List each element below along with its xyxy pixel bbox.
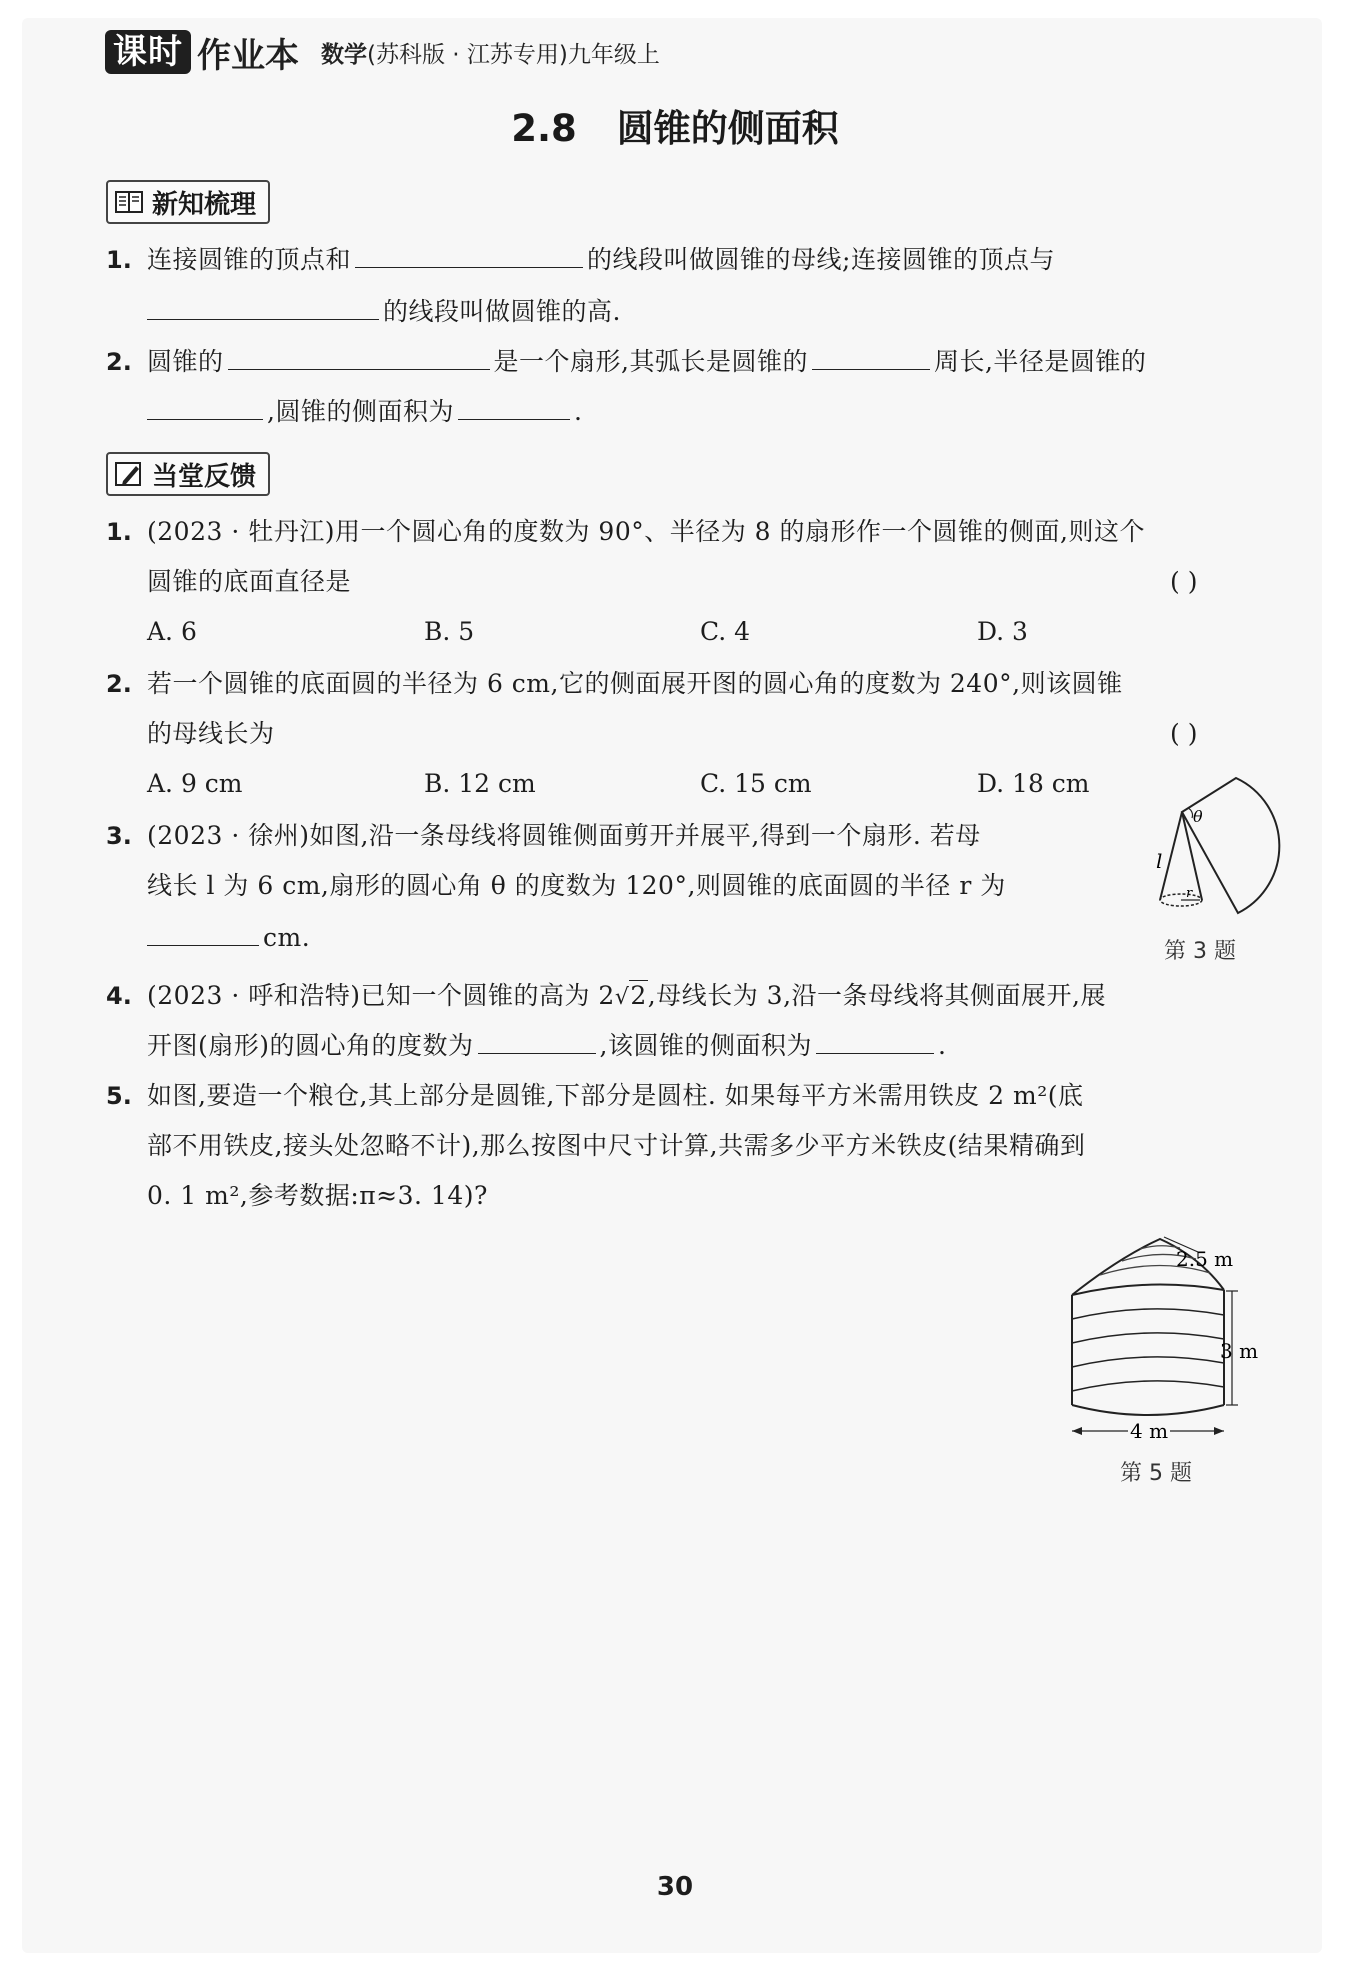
fb-q5-line2: 部不用铁皮,接头处忽略不计),那么按图中尺寸计算,共需多少平方米铁皮(结果精确到 <box>147 1131 1086 1160</box>
fb-q1-line2: 圆锥的底面直径是 <box>147 567 352 596</box>
text: (2023 · 呼和浩特)已知一个圆锥的高为 2 <box>147 981 615 1010</box>
r-label: r <box>1186 886 1193 901</box>
option-a[interactable]: A. 6 <box>147 617 197 646</box>
figure-caption: 第 3 题 <box>1164 939 1236 964</box>
sqrt-radicand: 2 <box>630 981 647 1010</box>
text: ,母线长为 3,沿一条母线将其侧面展开,展 <box>647 981 1106 1010</box>
arrow-right <box>1214 1427 1224 1435</box>
fb-q5-line3: 0. 1 m²,参考数据:π≈3. 14)? <box>147 1181 488 1210</box>
subject: 数学 <box>321 41 367 68</box>
text: ,该圆锥的侧面积为 <box>599 1031 812 1060</box>
nk-q1-line2 <box>147 292 621 332</box>
brand-name: 作业本 <box>197 35 299 76</box>
theta-label: θ <box>1193 807 1203 826</box>
arrow-left <box>1072 1427 1082 1435</box>
text: cm. <box>263 923 311 952</box>
cone-slant-left <box>1160 812 1182 900</box>
answer-blank[interactable] <box>147 393 263 420</box>
nk-q2-line1 <box>147 342 1146 382</box>
answer-blank[interactable] <box>478 1027 596 1054</box>
text: . <box>573 397 583 426</box>
question-number: 3. <box>106 822 132 850</box>
section-label: 新知梳理 <box>152 189 257 220</box>
figure-q3-cone <box>1140 770 1270 920</box>
option-b[interactable]: B. 12 cm <box>424 769 536 798</box>
fb-q2-line2: 的母线长为 <box>147 719 275 748</box>
question-number: 1. <box>106 246 132 274</box>
nk-q1-line1 <box>147 240 1055 280</box>
answer-blank[interactable] <box>147 919 259 946</box>
answer-paren[interactable]: ( ) <box>1170 567 1198 596</box>
page-number: 30 <box>656 1872 694 1902</box>
question-number: 2. <box>106 670 132 698</box>
fb-q4-line2 <box>147 1026 946 1066</box>
fb-q5-line1: 如图,要造一个粮仓,其上部分是圆锥,下部分是圆柱. 如果每平方米需用铁皮 2 m²(底 <box>147 1081 1084 1110</box>
slant-label: 2.5 m <box>1176 1247 1234 1271</box>
angle-arc <box>1188 808 1193 818</box>
cylinder-ring <box>1072 1381 1224 1391</box>
question-number: 4. <box>106 982 132 1010</box>
text: 连接圆锥的顶点和 <box>147 245 352 274</box>
figure-q5-granary <box>1060 1235 1280 1460</box>
text: 周长,半径是圆锥的 <box>933 347 1147 376</box>
option-d[interactable]: D. 18 cm <box>977 769 1090 798</box>
answer-paren[interactable]: ( ) <box>1170 719 1198 748</box>
option-c[interactable]: C. 4 <box>700 617 751 646</box>
fb-q3-line3 <box>147 918 310 958</box>
text: ,圆锥的侧面积为 <box>267 397 454 426</box>
answer-blank[interactable] <box>355 241 583 268</box>
fb-q3-line1: (2023 · 徐州)如图,沿一条母线将圆锥侧面剪开并展平,得到一个扇形. 若母 <box>147 821 981 850</box>
text: 开图(扇形)的圆心角的度数为 <box>147 1031 474 1060</box>
book-header <box>105 28 660 76</box>
cylinder-ring <box>1072 1357 1224 1367</box>
section-feedback <box>106 452 270 496</box>
question-number: 2. <box>106 348 132 376</box>
l-label: l <box>1156 849 1163 873</box>
lesson-number: 2.8 <box>511 107 577 150</box>
edition: (苏科版 · 江苏专用)九年级上 <box>367 41 660 68</box>
question-number: 1. <box>106 518 132 546</box>
option-c[interactable]: C. 15 cm <box>700 769 812 798</box>
text: 是一个扇形,其弧长是圆锥的 <box>493 347 808 376</box>
text: 的线段叫做圆锥的高. <box>383 297 621 326</box>
answer-blank[interactable] <box>812 343 930 370</box>
answer-blank[interactable] <box>458 393 570 420</box>
sqrt-symbol: √ <box>614 985 630 1010</box>
pencil-icon <box>114 460 144 488</box>
fb-q3-line2: 线长 l 为 6 cm,扇形的圆心角 θ 的度数为 120°,则圆锥的底面圆的半径 r 为 <box>147 871 1006 900</box>
cylinder-ring <box>1072 1309 1224 1319</box>
fb-q1-line1: (2023 · 牡丹江)用一个圆心角的度数为 90°、半径为 8 的扇形作一个圆锥的侧面,则这个 <box>147 517 1145 546</box>
answer-blank[interactable] <box>816 1027 934 1054</box>
nk-q2-line2 <box>147 392 582 432</box>
sector-shape <box>1182 778 1279 913</box>
cylinder-bottom <box>1072 1405 1224 1415</box>
answer-blank[interactable] <box>147 293 379 320</box>
option-a[interactable]: A. 9 cm <box>147 769 243 798</box>
option-b[interactable]: B. 5 <box>424 617 475 646</box>
fb-q2-line1: 若一个圆锥的底面圆的半径为 6 cm,它的侧面展开图的圆心角的度数为 240°,则该圆锥 <box>147 669 1123 698</box>
book-icon <box>114 188 144 216</box>
diameter-label: 4 m <box>1130 1419 1169 1443</box>
section-new-knowledge <box>106 180 270 224</box>
lesson-name: 圆锥的侧面积 <box>616 107 839 150</box>
lesson-title <box>0 98 1350 152</box>
book-subtitle <box>321 36 660 69</box>
option-d[interactable]: D. 3 <box>977 617 1028 646</box>
brand-logo: 课时 <box>105 30 191 74</box>
text: 的线段叫做圆锥的母线;连接圆锥的顶点与 <box>587 245 1055 274</box>
height-label: 3 m <box>1220 1339 1259 1363</box>
cylinder-top <box>1072 1285 1224 1295</box>
text: . <box>937 1031 947 1060</box>
question-number: 5. <box>106 1082 132 1110</box>
cylinder-ring <box>1072 1333 1224 1343</box>
text: 圆锥的 <box>147 347 224 376</box>
figure-caption: 第 5 题 <box>1120 1461 1192 1486</box>
section-label: 当堂反馈 <box>152 461 257 492</box>
fb-q4-line1 <box>147 976 1106 1018</box>
answer-blank[interactable] <box>228 343 490 370</box>
